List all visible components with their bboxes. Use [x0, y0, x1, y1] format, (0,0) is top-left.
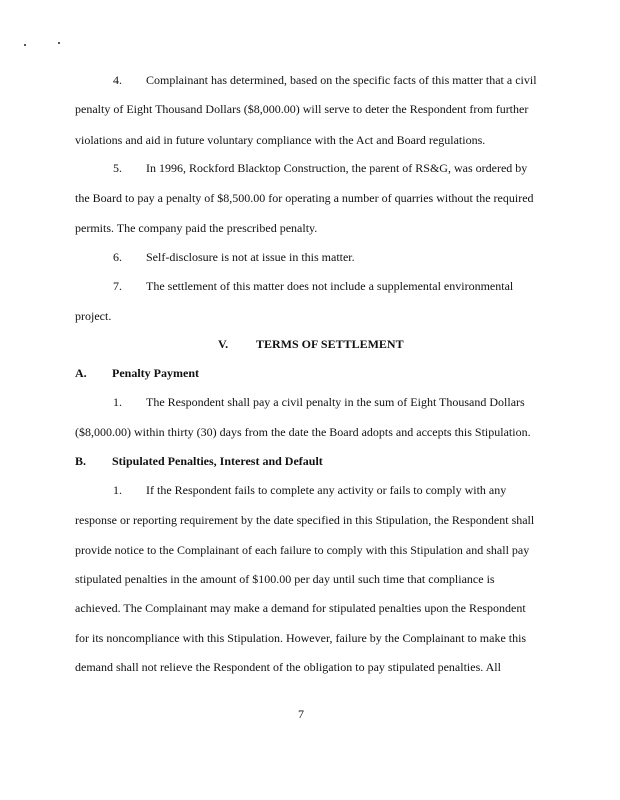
- subsection-b-letter: B.: [75, 454, 87, 468]
- a1-line: ($8,000.00) within thirty (30) days from the date the Board adopts and accepts this Stipulation.: [75, 425, 531, 439]
- p4-line: violations and aid in future voluntary compliance with the Act and Board regulations.: [75, 133, 486, 147]
- b1-line: achieved. The Complainant may make a demand for stipulated penalties upon the Respondent: [75, 601, 526, 615]
- subsection-a-title: Penalty Payment: [112, 366, 199, 380]
- b1-line: stipulated penalties in the amount of $100.00 per day until such time that compliance is: [75, 572, 495, 586]
- section-number: V.: [218, 337, 229, 351]
- subsection-b-title: Stipulated Penalties, Interest and Default: [112, 454, 323, 468]
- p7-number: 7.: [113, 279, 122, 293]
- b1-line: If the Respondent fails to complete any activity or fails to comply with any: [146, 483, 507, 497]
- subsection-a-letter: A.: [75, 366, 87, 380]
- p4-number: 4.: [113, 73, 122, 87]
- p7-line: The settlement of this matter does not include a supplemental environmental: [146, 279, 514, 293]
- section-title: TERMS OF SETTLEMENT: [256, 337, 404, 351]
- b1-line: provide notice to the Complainant of each failure to comply with this Stipulation and shall pay: [75, 543, 530, 557]
- p5-line: permits. The company paid the prescribed penalty.: [75, 221, 318, 235]
- b1-line: demand shall not relieve the Respondent of the obligation to pay stipulated penalties. All: [75, 660, 501, 674]
- p7-line: project.: [75, 309, 112, 323]
- b1-number: 1.: [113, 483, 122, 497]
- page-number: 7: [298, 707, 304, 721]
- p5-line: In 1996, Rockford Blacktop Construction, the parent of RS&G, was ordered by: [146, 161, 528, 175]
- p6-line: Self-disclosure is not at issue in this matter.: [146, 250, 355, 264]
- p5-number: 5.: [113, 161, 122, 175]
- p4-line: Complainant has determined, based on the specific facts of this matter that a civil: [146, 73, 537, 87]
- b1-line: response or reporting requirement by the date specified in this Stipulation, the Respondent shall: [75, 513, 535, 527]
- p5-line: the Board to pay a penalty of $8,500.00 for operating a number of quarries without the required: [75, 191, 534, 205]
- b1-line: for its noncompliance with this Stipulation. However, failure by the Complainant to make this: [75, 631, 527, 645]
- p6-number: 6.: [113, 250, 122, 264]
- scan-speck: [58, 42, 60, 44]
- a1-line: The Respondent shall pay a civil penalty in the sum of Eight Thousand Dollars: [146, 395, 525, 409]
- p4-line: penalty of Eight Thousand Dollars ($8,000.00) will serve to deter the Respondent from further: [75, 102, 529, 116]
- a1-number: 1.: [113, 395, 122, 409]
- scan-speck: [24, 44, 26, 46]
